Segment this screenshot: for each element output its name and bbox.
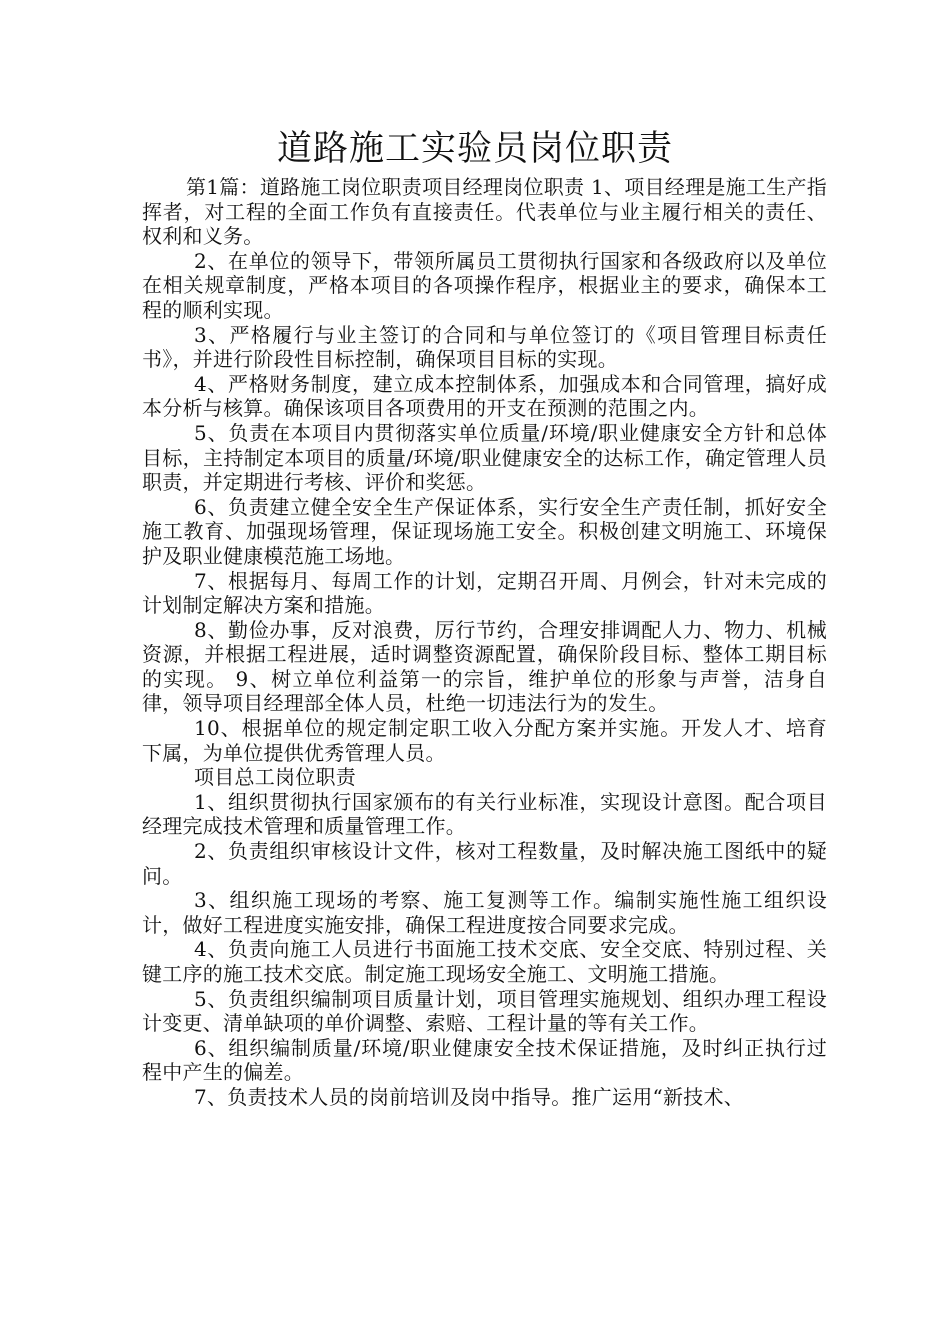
paragraph-1: 第1篇：道路施工岗位职责项目经理岗位职责 1、项目经理是施工生产指挥者，对工程的全面工作负有直接责任。代表单位与业主履行相关的责任、权利和义务。 bbox=[142, 175, 827, 249]
paragraph-8: 8、勤俭办事，反对浪费，厉行节约，合理安排调配人力、物力、机械资源，并根据工程进展，适时调整资源配置，确保阶段目标、整体工期目标的实现。 9、树立单位利益第一的宗旨，维护单位的形象与声誉，洁身自律，领导项目经理部全体人员，杜绝一切违法行为的发生。 bbox=[142, 617, 827, 716]
paragraph-3: 3、严格履行与业主签订的合同和与单位签订的《项目管理目标责任书》，并进行阶段性目标控制，确保项目目标的实现。 bbox=[142, 322, 827, 372]
paragraph-2: 2、在单位的领导下，带领所属员工贯彻执行国家和各级政府以及单位在相关规章制度，严格本项目的各项操作程序，根据业主的要求，确保本工程的顺利实现。 bbox=[142, 248, 827, 322]
paragraph-4: 4、严格财务制度，建立成本控制体系，加强成本和合同管理，搞好成本分析与核算。确保该项目各项费用的开支在预测的范围之内。 bbox=[142, 371, 827, 421]
paragraph-10: 1、组织贯彻执行国家颁布的有关行业标准，实现设计意图。配合项目经理完成技术管理和质量管理工作。 bbox=[142, 789, 827, 839]
paragraph-11: 2、负责组织审核设计文件，核对工程数量，及时解决施工图纸中的疑问。 bbox=[142, 839, 827, 888]
paragraph-5: 5、负责在本项目内贯彻落实单位质量/环境/职业健康安全方针和总体目标，主持制定本项目的质量/环境/职业健康安全的达标工作，确定管理人员职责，并定期进行考核、评价和奖惩。 bbox=[142, 420, 827, 495]
paragraph-14: 5、负责组织编制项目质量计划，项目管理实施规划、组织办理工程设计变更、清单缺项的单价调整、索赔、工程计量的等有关工作。 bbox=[142, 986, 827, 1036]
paragraph-12: 3、组织施工现场的考察、施工复测等工作。编制实施性施工组织设计，做好工程进度实施安排，确保工程进度按合同要求完成。 bbox=[142, 888, 827, 937]
paragraph-6: 6、负责建立健全安全生产保证体系，实行安全生产责任制，抓好安全施工教育、加强现场管理，保证现场施工安全。积极创建文明施工、环境保护及职业健康模范施工场地。 bbox=[142, 494, 827, 568]
paragraph-9: 10、根据单位的规定制定职工收入分配方案并实施。开发人才、培育下属，为单位提供优秀管理人员。 bbox=[142, 716, 827, 765]
section-heading: 项目总工岗位职责 bbox=[194, 765, 356, 790]
paragraph-15: 6、组织编制质量/环境/职业健康安全技术保证措施，及时纠正执行过程中产生的偏差。 bbox=[142, 1035, 827, 1085]
document-title: 道路施工实验员岗位职责 bbox=[276, 129, 673, 169]
paragraph-13: 4、负责向施工人员进行书面施工技术交底、安全交底、特别过程、关键工序的施工技术交底。制定施工现场安全施工、文明施工措施。 bbox=[142, 937, 827, 986]
document-body bbox=[142, 175, 827, 1110]
paragraph-16: 7、负责技术人员的岗前培训及岗中指导。推广运用“新技术、 bbox=[194, 1084, 744, 1109]
paragraph-7: 7、根据每月、每周工作的计划，定期召开周、月例会，针对未完成的计划制定解决方案和措施。 bbox=[142, 568, 827, 618]
